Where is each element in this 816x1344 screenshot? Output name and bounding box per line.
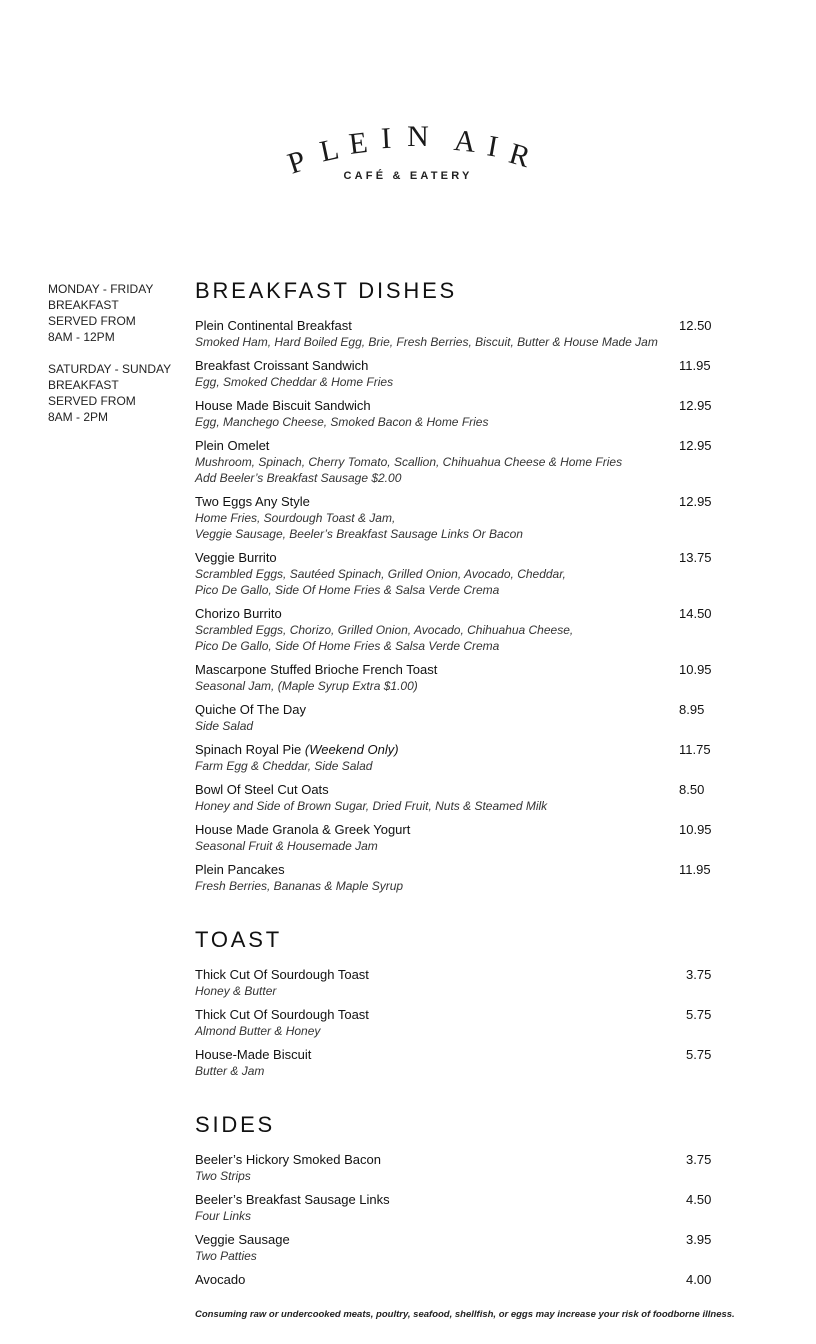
menu-item-title: House Made Granola & Greek Yogurt: [195, 822, 411, 837]
menu-item-price: 4.50: [686, 1192, 712, 1207]
menu-item-title: Veggie Burrito: [195, 550, 277, 565]
menu-item-description: Fresh Berries, Bananas & Maple Syrup: [195, 879, 404, 893]
logo-letter: N: [407, 120, 429, 153]
menu-item-title: Thick Cut Of Sourdough Toast: [195, 1007, 369, 1022]
menu-item-price: 8.95: [679, 702, 705, 717]
menu-item-description: Pico De Gallo, Side Of Home Fries & Salsa Verde Crema: [195, 583, 500, 597]
menu-item-price: 4.00: [686, 1272, 712, 1287]
menu-item-name: [195, 822, 725, 838]
menu-item-price: 12.95: [679, 438, 712, 453]
menu-item-name: [195, 1192, 725, 1208]
hours-line: MONDAY - FRIDAY: [48, 282, 154, 296]
menu-item-description: Side Salad: [195, 719, 254, 733]
weekday-hours: [48, 281, 188, 345]
hours-line: 8AM - 12PM: [48, 330, 115, 344]
menu-item: [195, 438, 725, 486]
menu-item-price: 3.75: [686, 967, 712, 982]
menu-item: [195, 822, 725, 854]
menu-item: [195, 494, 725, 542]
menu-item-name: [195, 358, 725, 374]
logo-letter: I: [380, 121, 392, 156]
menu-item-name: [195, 1272, 725, 1288]
menu-item-name: [195, 967, 725, 983]
breakfast-dishes-section: [195, 280, 725, 902]
menu-item-description: Farm Egg & Cheddar, Side Salad: [195, 759, 373, 773]
menu-item-description: Add Beeler’s Breakfast Sausage $2.00: [195, 471, 402, 485]
menu-item-price: 3.75: [686, 1152, 712, 1167]
menu-item-description: Almond Butter & Honey: [195, 1024, 321, 1038]
menu-item-price: 10.95: [679, 662, 712, 677]
menu-item-title: Mascarpone Stuffed Brioche French Toast: [195, 662, 438, 677]
menu-item: [195, 550, 725, 598]
toast-section: [195, 929, 725, 1087]
menu-item-price: 10.95: [679, 822, 712, 837]
menu-item-title: Spinach Royal Pie: [195, 742, 302, 757]
breakfast-hours: [48, 281, 188, 441]
menu-item: [195, 1232, 725, 1264]
menu-item-price: 11.95: [679, 862, 711, 877]
menu-list: [195, 1152, 725, 1288]
sides-section: [195, 1114, 725, 1296]
menu-item-price: 14.50: [679, 606, 712, 621]
menu-item-description: Two Strips: [195, 1169, 251, 1183]
logo-letter: I: [484, 129, 501, 164]
logo-letter: P: [283, 144, 310, 181]
menu-item-name: [195, 398, 725, 414]
menu-item: [195, 606, 725, 654]
menu-item: [195, 318, 725, 350]
menu-item-note: (Weekend Only): [304, 742, 399, 757]
menu-item-name: [195, 1047, 725, 1063]
menu-item: [195, 1047, 725, 1079]
menu-item-name: [195, 494, 725, 510]
menu-item-name: [195, 662, 725, 678]
menu-item-description: Four Links: [195, 1209, 252, 1223]
menu-item-description: Smoked Ham, Hard Boiled Egg, Brie, Fresh Berries, Biscuit, Butter & House Made Jam: [195, 335, 658, 349]
menu-list: [195, 967, 725, 1079]
menu-item: [195, 702, 725, 734]
menu-item-title: House Made Biscuit Sandwich: [195, 398, 371, 413]
menu-item-price: 5.75: [686, 1047, 712, 1062]
hours-line: SERVED FROM: [48, 314, 136, 328]
weekend-hours: [48, 361, 188, 425]
menu-item-title: Avocado: [195, 1272, 246, 1287]
menu-item-description: Scrambled Eggs, Sautéed Spinach, Grilled Onion, Avocado, Cheddar,: [195, 567, 566, 581]
menu-item-title: Veggie Sausage: [195, 1232, 290, 1247]
menu-item: [195, 1272, 725, 1288]
menu-item-name: [195, 438, 725, 454]
menu-item-title: Chorizo Burrito: [195, 606, 282, 621]
menu-item-title: Plein Continental Breakfast: [195, 318, 352, 333]
menu-item: [195, 1007, 725, 1039]
menu-item-title: Beeler’s Hickory Smoked Bacon: [195, 1152, 381, 1167]
menu-item: [195, 862, 725, 894]
menu-item: [195, 1152, 725, 1184]
menu-item-name: [195, 782, 725, 798]
menu-item-title: Plein Pancakes: [195, 862, 285, 877]
menu-item-title: House-Made Biscuit: [195, 1047, 312, 1062]
menu-item-title: Bowl Of Steel Cut Oats: [195, 782, 329, 797]
menu-item-description: Veggie Sausage, Beeler’s Breakfast Sausage Links Or Bacon: [195, 527, 523, 541]
menu-item-name: [195, 550, 725, 566]
section-title: TOAST: [195, 927, 282, 952]
menu-item-description: Home Fries, Sourdough Toast & Jam,: [195, 511, 396, 525]
menu-item-title: Two Eggs Any Style: [195, 494, 310, 509]
hours-line: SATURDAY - SUNDAY: [48, 362, 172, 376]
hours-line: 8AM - 2PM: [48, 410, 109, 424]
menu-item-description: Seasonal Fruit & Housemade Jam: [195, 839, 378, 853]
menu-item-title: Plein Omelet: [195, 438, 270, 453]
menu-item-description: Seasonal Jam, (Maple Syrup Extra $1.00): [195, 679, 418, 693]
menu-item: [195, 782, 725, 814]
menu-item: [195, 398, 725, 430]
food-safety-disclaimer: Consuming raw or undercooked meats, poultry, seafood, shellfish, or eggs may increase your risk of foodborne illness.: [195, 1309, 735, 1320]
menu-item-name: [195, 742, 725, 758]
menu-item-price: 12.95: [679, 494, 712, 509]
menu-item-description: Scrambled Eggs, Chorizo, Grilled Onion, Avocado, Chihuahua Cheese,: [195, 623, 574, 637]
logo-subtitle: CAFÉ & EATERY: [343, 170, 473, 182]
menu-item: [195, 1192, 725, 1224]
menu-item-title: Breakfast Croissant Sandwich: [195, 358, 369, 373]
menu-item-price: 8.50: [679, 782, 705, 797]
menu-item-name: [195, 702, 725, 718]
menu-item-price: 5.75: [686, 1007, 712, 1022]
menu-item-name: [195, 1007, 725, 1023]
logo-letter: L: [316, 132, 342, 169]
menu-item-name: [195, 1232, 725, 1248]
logo: [0, 0, 816, 200]
menu-item-title: Beeler’s Breakfast Sausage Links: [195, 1192, 390, 1207]
menu-item-description: Pico De Gallo, Side Of Home Fries & Salsa Verde Crema: [195, 639, 500, 653]
hours-line: BREAKFAST: [48, 298, 119, 312]
menu-item: [195, 662, 725, 694]
menu-item-description: Butter & Jam: [195, 1064, 265, 1078]
section-title: SIDES: [195, 1112, 276, 1137]
logo-letter: E: [347, 125, 370, 161]
menu-item-name: [195, 1152, 725, 1168]
menu-item-description: Egg, Smoked Cheddar & Home Fries: [195, 375, 394, 389]
menu-item: [195, 967, 725, 999]
menu-item-description: Honey and Side of Brown Sugar, Dried Fruit, Nuts & Steamed Milk: [195, 799, 548, 813]
menu-item-price: 11.95: [679, 358, 711, 373]
menu-item-title: Quiche Of The Day: [195, 702, 307, 717]
logo-letter: A: [452, 123, 478, 160]
menu-item-description: Egg, Manchego Cheese, Smoked Bacon & Home Fries: [195, 415, 489, 429]
logo-letter: R: [505, 136, 534, 175]
menu-item-price: 3.95: [686, 1232, 712, 1247]
menu-item-description: Mushroom, Spinach, Cherry Tomato, Scallion, Chihuahua Cheese & Home Fries: [195, 455, 623, 469]
menu-item-name: [195, 862, 725, 878]
menu-item-price: 12.50: [679, 318, 712, 333]
hours-line: BREAKFAST: [48, 378, 119, 392]
menu-item-price: 11.75: [679, 742, 711, 757]
menu-list: [195, 318, 725, 894]
menu-item: [195, 742, 725, 774]
hours-line: SERVED FROM: [48, 394, 136, 408]
menu-item-description: Two Patties: [195, 1249, 257, 1263]
menu-item-name: [195, 606, 725, 622]
menu-item-price: 13.75: [679, 550, 712, 565]
menu-item-name: [195, 318, 725, 334]
menu-item-price: 12.95: [679, 398, 712, 413]
section-title: BREAKFAST DISHES: [195, 278, 458, 303]
menu-item-title: Thick Cut Of Sourdough Toast: [195, 967, 369, 982]
menu-item: [195, 358, 725, 390]
menu-item-description: Honey & Butter: [195, 984, 277, 998]
